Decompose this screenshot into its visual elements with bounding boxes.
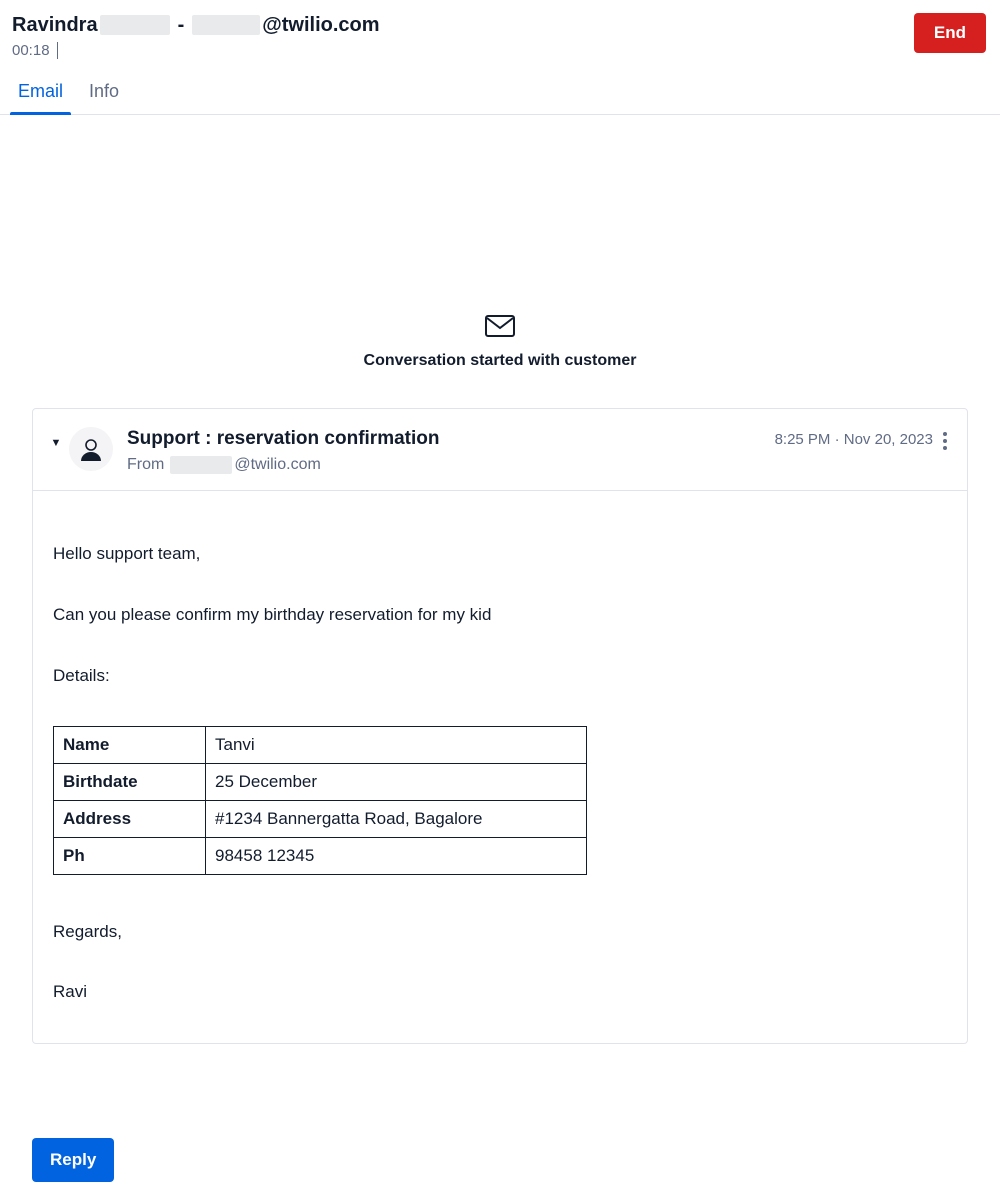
- footer: [0, 1128, 1000, 1194]
- email-header-text: [127, 427, 775, 474]
- email-request: Can you please confirm my birthday reservation for my kid: [53, 605, 492, 624]
- text-cursor: [57, 42, 58, 59]
- from-domain: @twilio.com: [234, 456, 321, 473]
- email-signature: Ravi: [53, 982, 88, 1001]
- table-row: [54, 838, 587, 875]
- header-separator: -: [177, 14, 185, 36]
- caret-down-icon[interactable]: ▼: [50, 437, 62, 449]
- details-value-phone: 98458 12345: [206, 838, 587, 875]
- email-from-line: [127, 456, 775, 474]
- details-table: [53, 726, 587, 875]
- conversation-start: [32, 315, 968, 370]
- table-row: [54, 727, 587, 764]
- redacted-email-block: [192, 15, 260, 35]
- details-value-birthdate: 25 December: [206, 764, 587, 801]
- end-button[interactable]: End: [914, 13, 986, 53]
- contact-name: Ravindra: [12, 14, 98, 36]
- person-icon: [76, 434, 106, 464]
- from-label: From: [127, 456, 165, 473]
- conversation-body: [0, 115, 1000, 1128]
- kebab-menu-icon[interactable]: [935, 429, 955, 453]
- tab-info[interactable]: Info: [89, 81, 120, 101]
- table-row: [54, 764, 587, 801]
- table-row: [54, 801, 587, 838]
- call-timer: [12, 42, 984, 59]
- email-details-label: Details:: [53, 666, 110, 685]
- tab-email[interactable]: Email: [10, 75, 71, 114]
- email-body: [33, 491, 967, 1043]
- details-value-name: Tanvi: [206, 727, 587, 764]
- email-timestamp: 8:25 PM · Nov 20, 2023: [774, 431, 933, 448]
- call-timer-value: 00:18: [12, 42, 50, 59]
- contact-email-domain: @twilio.com: [262, 14, 380, 36]
- email-greeting: Hello support team,: [53, 544, 201, 563]
- email-subject: Support : reservation confirmation: [127, 428, 440, 449]
- email-header: [33, 409, 967, 491]
- conversation-start-label: Conversation started with customer: [363, 352, 637, 369]
- email-card: [32, 408, 968, 1044]
- contact-header: [12, 12, 984, 38]
- details-key-name: Name: [54, 727, 206, 764]
- reply-button[interactable]: Reply: [32, 1138, 114, 1182]
- avatar: [69, 427, 113, 471]
- details-key-birthdate: Birthdate: [54, 764, 206, 801]
- details-value-address: #1234 Bannergatta Road, Bagalore: [206, 801, 587, 838]
- redacted-name-block: [100, 15, 170, 35]
- email-signature-block: [53, 921, 947, 1003]
- redacted-from-address: [170, 456, 232, 474]
- envelope-icon: [32, 315, 968, 342]
- details-key-phone: Ph: [54, 838, 206, 875]
- email-closing: Regards,: [53, 922, 122, 941]
- details-key-address: Address: [54, 801, 206, 838]
- header: [0, 0, 1000, 59]
- tab-bar: [0, 75, 1000, 115]
